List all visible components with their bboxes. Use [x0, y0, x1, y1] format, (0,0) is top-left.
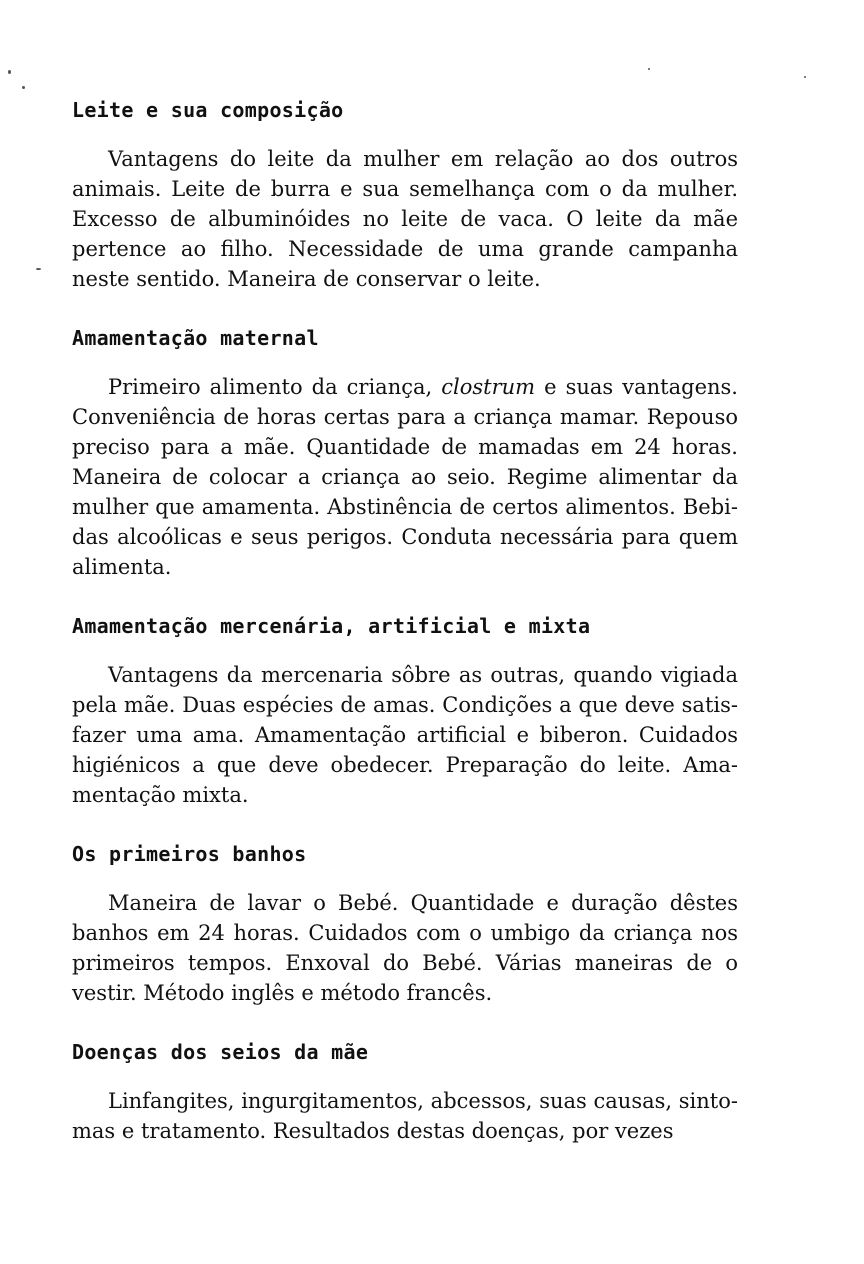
section-paragraph: Vantagens do leite da mulher em relação ao dos outros animais. Leite de burra e sua semelhança com o da mulher. Excesso de albuminóides no leite de vaca. O leite da mãe pertence ao filho. Necessidade de uma grande campanha neste sentido. Maneira de conservar o leite. — [72, 147, 738, 291]
scan-speck — [22, 86, 25, 89]
section-leite-composicao — [72, 96, 738, 294]
section-amamentacao-mercenaria — [72, 612, 738, 810]
paragraph-text-after: e suas vantagens. Conveniência de horas certas para a criança mamar. Repouso preciso para a mãe. Quantidade de mamadas em 24 horas. Maneira de colocar a criança ao seio. Regime alimentar da mulher que amamenta. Abstinência de certos alimentos. Bebidas alcoólicas e seus perigos. Conduta necessária para quem alimenta. — [72, 375, 738, 579]
section-primeiros-banhos — [72, 840, 738, 1008]
document-page — [72, 96, 738, 1146]
paragraph-text-before: Primeiro alimento da criança, — [108, 375, 442, 399]
scan-speck — [804, 76, 806, 78]
section-paragraph — [72, 372, 738, 582]
section-gap — [72, 1008, 738, 1038]
section-gap — [72, 582, 738, 612]
scan-speck — [648, 68, 650, 70]
section-gap — [72, 294, 738, 324]
section-paragraph: Vantagens da mercenaria sôbre as outras, quando vigiada pela mãe. Duas espécies de amas. Condições a que deve satisfazer uma ama. Amamentação artificial e biberon. Cuidados higiénicos a que deve obedecer. Preparação do leite. Amamentação mixta. — [72, 663, 738, 807]
section-heading: Leite e sua composição — [72, 98, 344, 122]
section-heading: Amamentação maternal — [72, 326, 319, 350]
section-heading: Amamentação mercenária, artificial e mixta — [72, 614, 591, 638]
italic-term: clostrum — [441, 375, 536, 399]
section-paragraph: Linfangites, ingurgitamentos, abcessos, suas causas, sintomas e tratamento. Resultados destas doenças, por vezes — [72, 1089, 738, 1143]
section-doencas-seios — [72, 1038, 738, 1146]
section-heading: Doenças dos seios da mãe — [72, 1040, 369, 1064]
section-amamentacao-maternal — [72, 324, 738, 582]
section-heading: Os primeiros banhos — [72, 842, 307, 866]
section-gap — [72, 810, 738, 840]
section-paragraph: Maneira de lavar o Bebé. Quantidade e duração dêstes banhos em 24 horas. Cuidados com o umbigo da criança nos primeiros tempos. Enxoval do Bebé. Várias maneiras de o vestir. Método inglês e método francês. — [72, 891, 738, 1005]
scan-speck — [8, 70, 11, 74]
scan-speck — [36, 268, 41, 270]
